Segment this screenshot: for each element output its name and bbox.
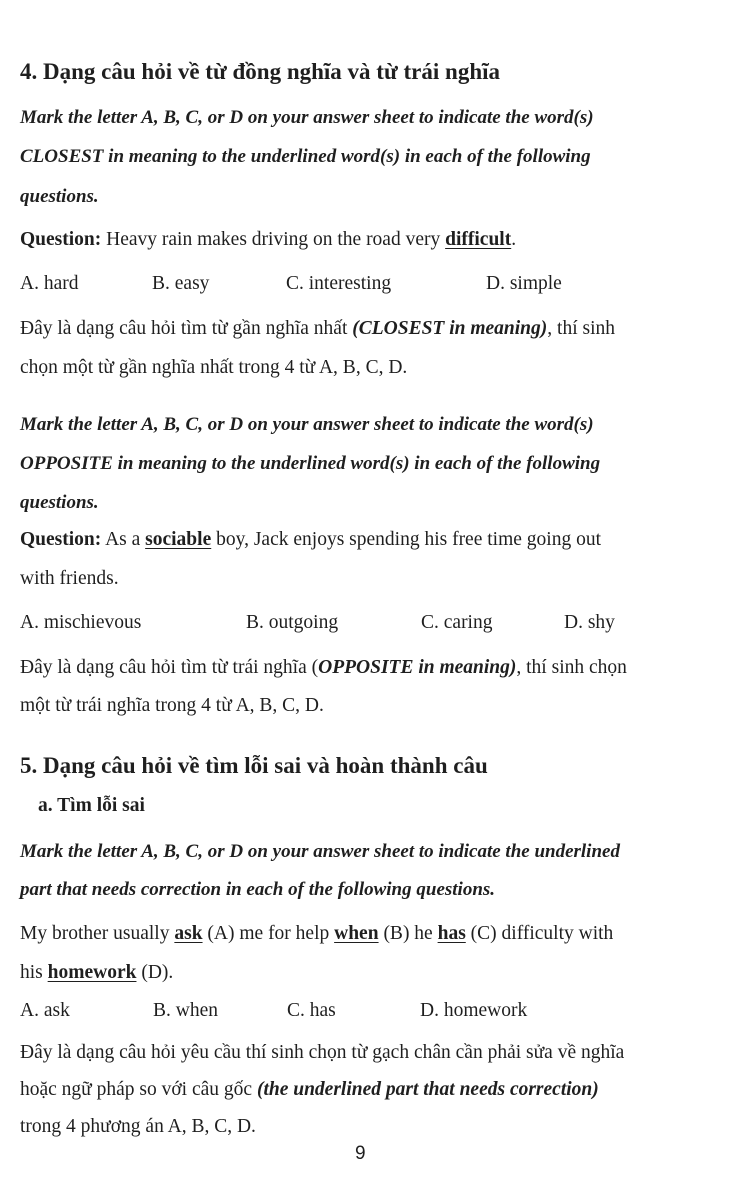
closest-explanation-line-1 — [20, 317, 615, 341]
closest-explanation-line-2: chọn một từ gần nghĩa nhất trong 4 từ A, B, C, D. — [20, 357, 408, 378]
explanation-text: hoặc ngữ pháp so với câu gốc — [20, 1079, 257, 1100]
page-number: 9 — [355, 1143, 366, 1164]
question-text: Heavy rain makes driving on the road very — [101, 229, 446, 250]
explanation-text: Đây là dạng câu hỏi tìm từ gần nghĩa nhất — [20, 318, 353, 339]
option-c: C. caring — [421, 612, 493, 633]
question-text-end: boy, Jack enjoys spending his free time going out — [211, 529, 601, 550]
error-instruction-line-1: Mark the letter A, B, C, or D on your answer sheet to indicate the underlined — [20, 841, 620, 862]
opposite-instruction-line-1: Mark the letter A, B, C, or D on your answer sheet to indicate the word(s) — [20, 414, 594, 435]
closest-instruction-line-2: CLOSEST in meaning to the underlined word(s) in each of the following — [20, 146, 591, 167]
underlined-word: has — [437, 923, 466, 944]
section-4-heading: 4. Dạng câu hỏi về từ đồng nghĩa và từ trái nghĩa — [20, 59, 501, 84]
underlined-word: when — [334, 923, 379, 944]
sentence-text: (B) he — [378, 923, 438, 944]
option-a: A. mischievous — [20, 612, 142, 633]
opposite-instruction-line-3: questions. — [20, 492, 99, 513]
sentence-text: My brother usually — [20, 923, 175, 944]
option-a: A. ask — [20, 1000, 70, 1021]
opposite-instruction-line-2: OPPOSITE in meaning to the underlined word(s) in each of the following — [20, 453, 601, 474]
error-explanation-line-3: trong 4 phương án A, B, C, D. — [20, 1116, 256, 1137]
sentence-text: (D). — [136, 962, 174, 983]
error-explanation-line-1: Đây là dạng câu hỏi yêu cầu thí sinh chọn từ gạch chân cần phải sửa về nghĩa — [20, 1042, 625, 1063]
explanation-text-end: , thí sinh — [547, 318, 615, 339]
explanation-emphasis: (CLOSEST in meaning) — [352, 318, 548, 339]
explanation-emphasis: (the underlined part that needs correction) — [256, 1079, 599, 1100]
opposite-question-line-2: with friends. — [20, 568, 119, 589]
section-5-heading: 5. Dạng câu hỏi về tìm lỗi sai và hoàn thành câu — [20, 753, 488, 778]
option-b: B. outgoing — [246, 612, 339, 633]
sentence-text: (C) difficulty with — [465, 923, 614, 944]
closest-instruction-line-3: questions. — [20, 186, 99, 207]
option-d: D. shy — [564, 612, 615, 633]
sentence-text: his — [20, 962, 48, 983]
question-label: Question: — [20, 229, 102, 250]
option-c: C. interesting — [286, 273, 392, 294]
explanation-text-end: , thí sinh chọn — [516, 657, 627, 678]
underlined-word: homework — [47, 962, 137, 983]
error-instruction-line-2: part that needs correction in each of the following questions. — [20, 879, 496, 900]
error-sentence-line-1 — [20, 922, 613, 946]
opposite-question — [20, 528, 601, 552]
option-b: B. when — [153, 1000, 218, 1021]
opposite-explanation-line-1 — [20, 656, 627, 680]
question-text-end: . — [511, 229, 517, 250]
underlined-word: sociable — [145, 529, 212, 550]
option-d: D. homework — [420, 1000, 528, 1021]
opposite-explanation-line-2: một từ trái nghĩa trong 4 từ A, B, C, D. — [20, 695, 324, 716]
closest-instruction-line-1: Mark the letter A, B, C, or D on your answer sheet to indicate the word(s) — [20, 107, 594, 128]
error-sentence-line-2 — [20, 961, 173, 985]
underlined-word: ask — [174, 923, 203, 944]
subsection-a-heading: a. Tìm lỗi sai — [38, 795, 145, 816]
option-c: C. has — [287, 1000, 336, 1021]
underlined-word: difficult — [445, 229, 512, 250]
question-label: Question: — [20, 529, 102, 550]
error-explanation-line-2 — [20, 1078, 599, 1102]
question-text: As a — [101, 529, 146, 550]
explanation-text: Đây là dạng câu hỏi tìm từ trái nghĩa ( — [20, 657, 319, 678]
closest-question — [20, 228, 516, 252]
option-d: D. simple — [486, 273, 562, 294]
explanation-emphasis: OPPOSITE in meaning) — [318, 657, 517, 678]
option-b: B. easy — [152, 273, 210, 294]
sentence-text: (A) me for help — [202, 923, 335, 944]
option-a: A. hard — [20, 273, 79, 294]
